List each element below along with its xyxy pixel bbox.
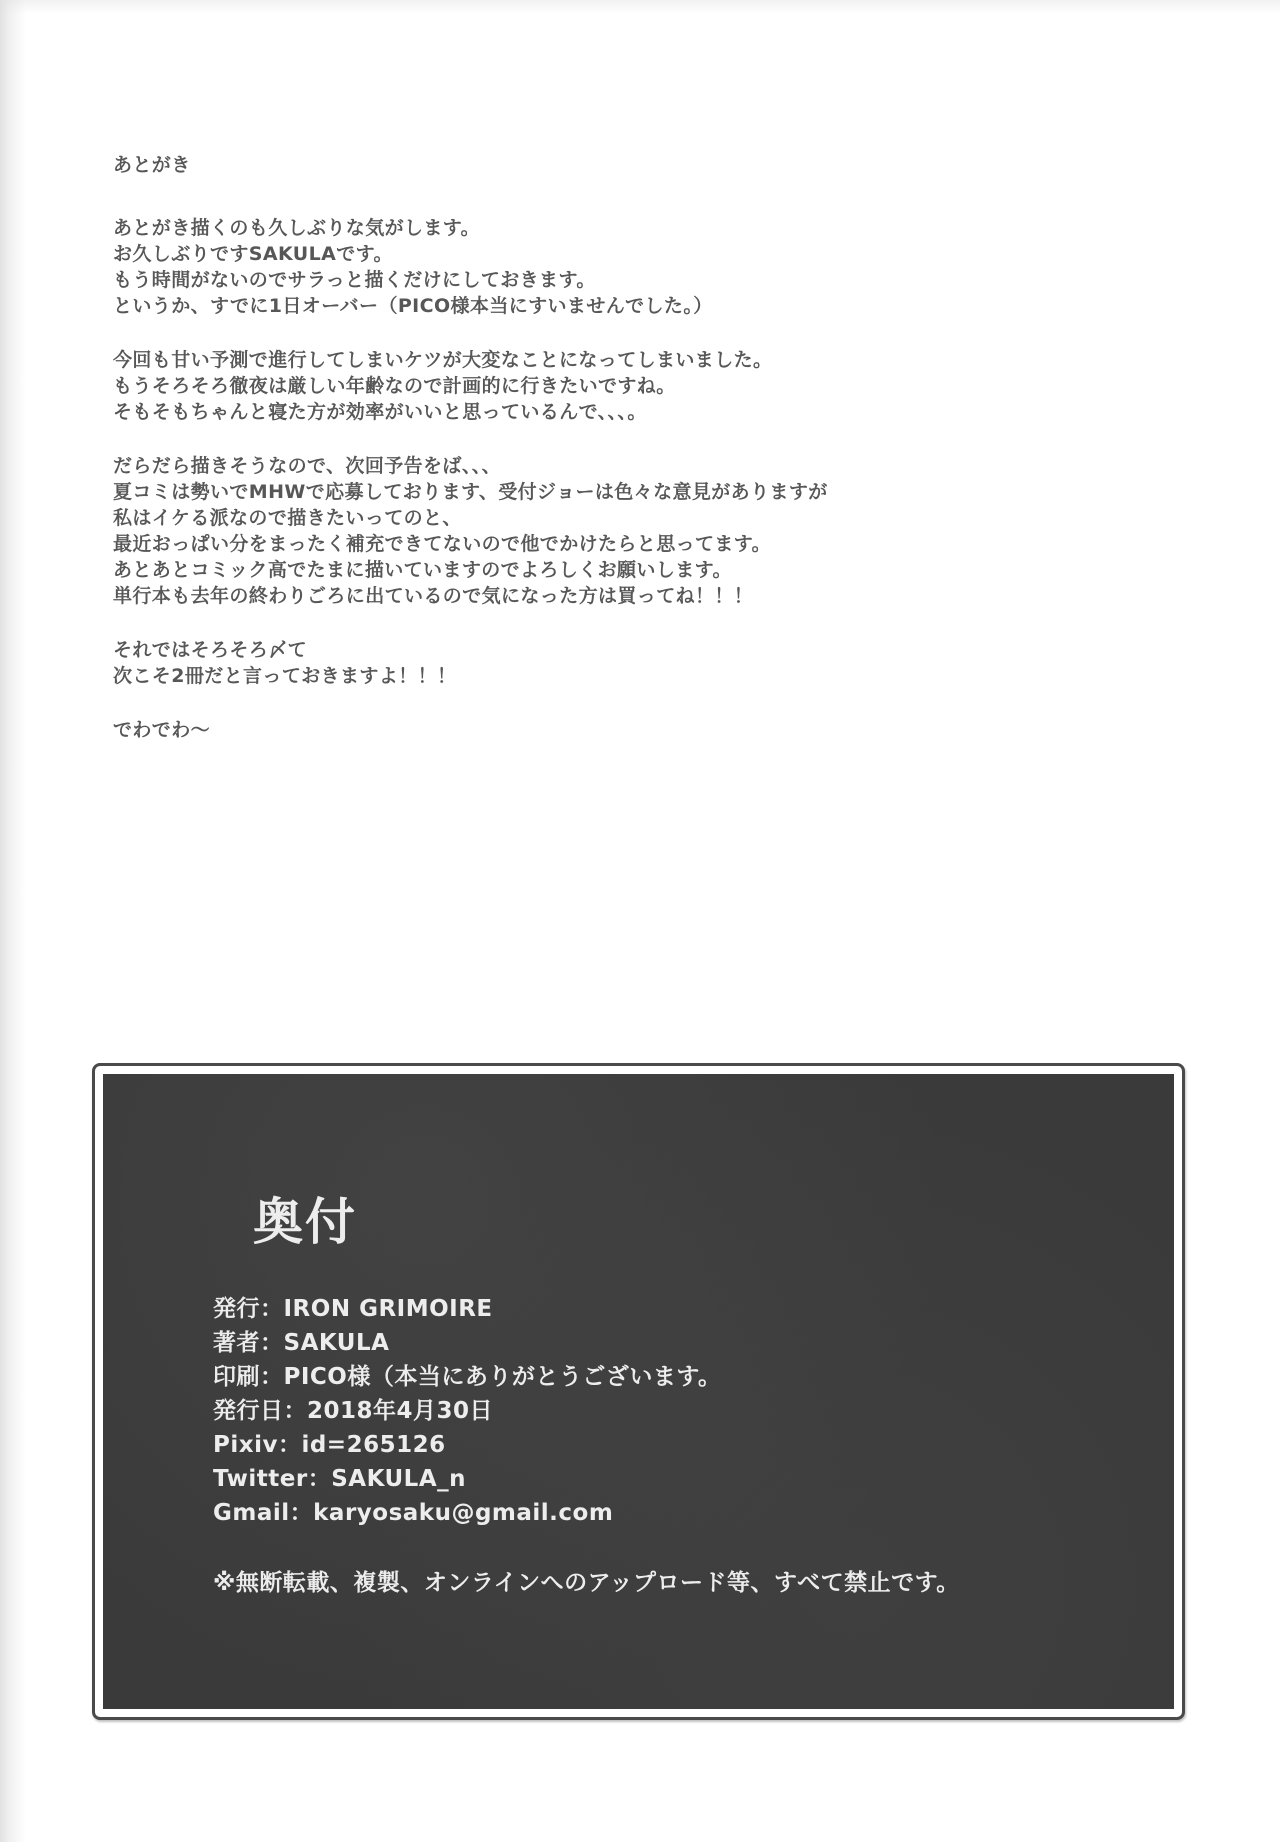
afterword-paragraph [113,215,1193,319]
scan-artifact-top-edge [0,0,1280,14]
afterword-line: そもそもちゃんと寝た方が効率がいいと思っているんで、、、。 [113,401,647,423]
afterword-line: というか、すでに1日オーバー（PICO様本当にすいませんでした。） [113,295,713,317]
afterword-paragraph [113,717,1193,743]
afterword-line: 夏コミは勢いでMHWで応募しております、受付ジョーは色々な意見がありますが [113,481,828,503]
scan-artifact-left-edge [0,0,26,1842]
colophon-copyright-notice: ※無断転載、複製、オンラインへのアップロード等、すべて禁止です。 [213,1570,960,1596]
colophon-entry: 著者：SAKULA [213,1330,390,1356]
afterword-line: あとがき描くのも久しぶりな気がします。 [113,217,481,239]
afterword-paragraph [113,637,1193,689]
colophon-title: 奥付 [253,1193,357,1251]
colophon-inner-panel [103,1074,1174,1709]
afterword-paragraph [113,347,1193,425]
afterword-heading: あとがき [113,154,191,176]
afterword-line: でわでわ〜 [113,719,211,741]
colophon-entry: Pixiv：id=265126 [213,1432,446,1458]
afterword-section [113,150,1193,771]
afterword-line: あとあとコミック高でたまに描いていますのでよろしくお願いします。 [113,559,732,581]
colophon-entries [213,1292,722,1530]
colophon-entry: 印刷：PICO様（本当にありがとうございます。 [213,1364,722,1390]
afterword-line: 私はイケる派なので描きたいってのと、 [113,507,462,529]
afterword-line: だらだら描きそうなので、次回予告をば、、、 [113,455,502,477]
afterword-line: 最近おっぱい分をまったく補充できてないので他でかけたらと思ってます。 [113,533,772,555]
colophon-entry: 発行：IRON GRIMOIRE [213,1296,493,1322]
afterword-paragraphs [113,215,1193,743]
afterword-line: もうそろそろ徹夜は厳しい年齢なので計画的に行きたいですね。 [113,375,676,397]
colophon-entry: 発行日：2018年4月30日 [213,1398,494,1424]
afterword-line: それではそろそろ〆て [113,639,308,661]
afterword-line: 単行本も去年の終わりごろに出ているので気になった方は買ってね！！！ [113,585,754,607]
afterword-paragraph [113,453,1193,609]
colophon-entry: Gmail：karyosaku@gmail.com [213,1500,614,1526]
afterword-line: お久しぶりですSAKULAです。 [113,243,393,265]
colophon-entry: Twitter：SAKULA_n [213,1466,467,1492]
afterword-line: もう時間がないのでサラっと描くだけにしておきます。 [113,269,596,291]
afterword-line: 次こそ2冊だと言っておきますよ！！！ [113,665,457,687]
afterword-line: 今回も甘い予測で進行してしまいケツが大変なことになってしまいました。 [113,349,773,371]
colophon-box [92,1063,1185,1720]
